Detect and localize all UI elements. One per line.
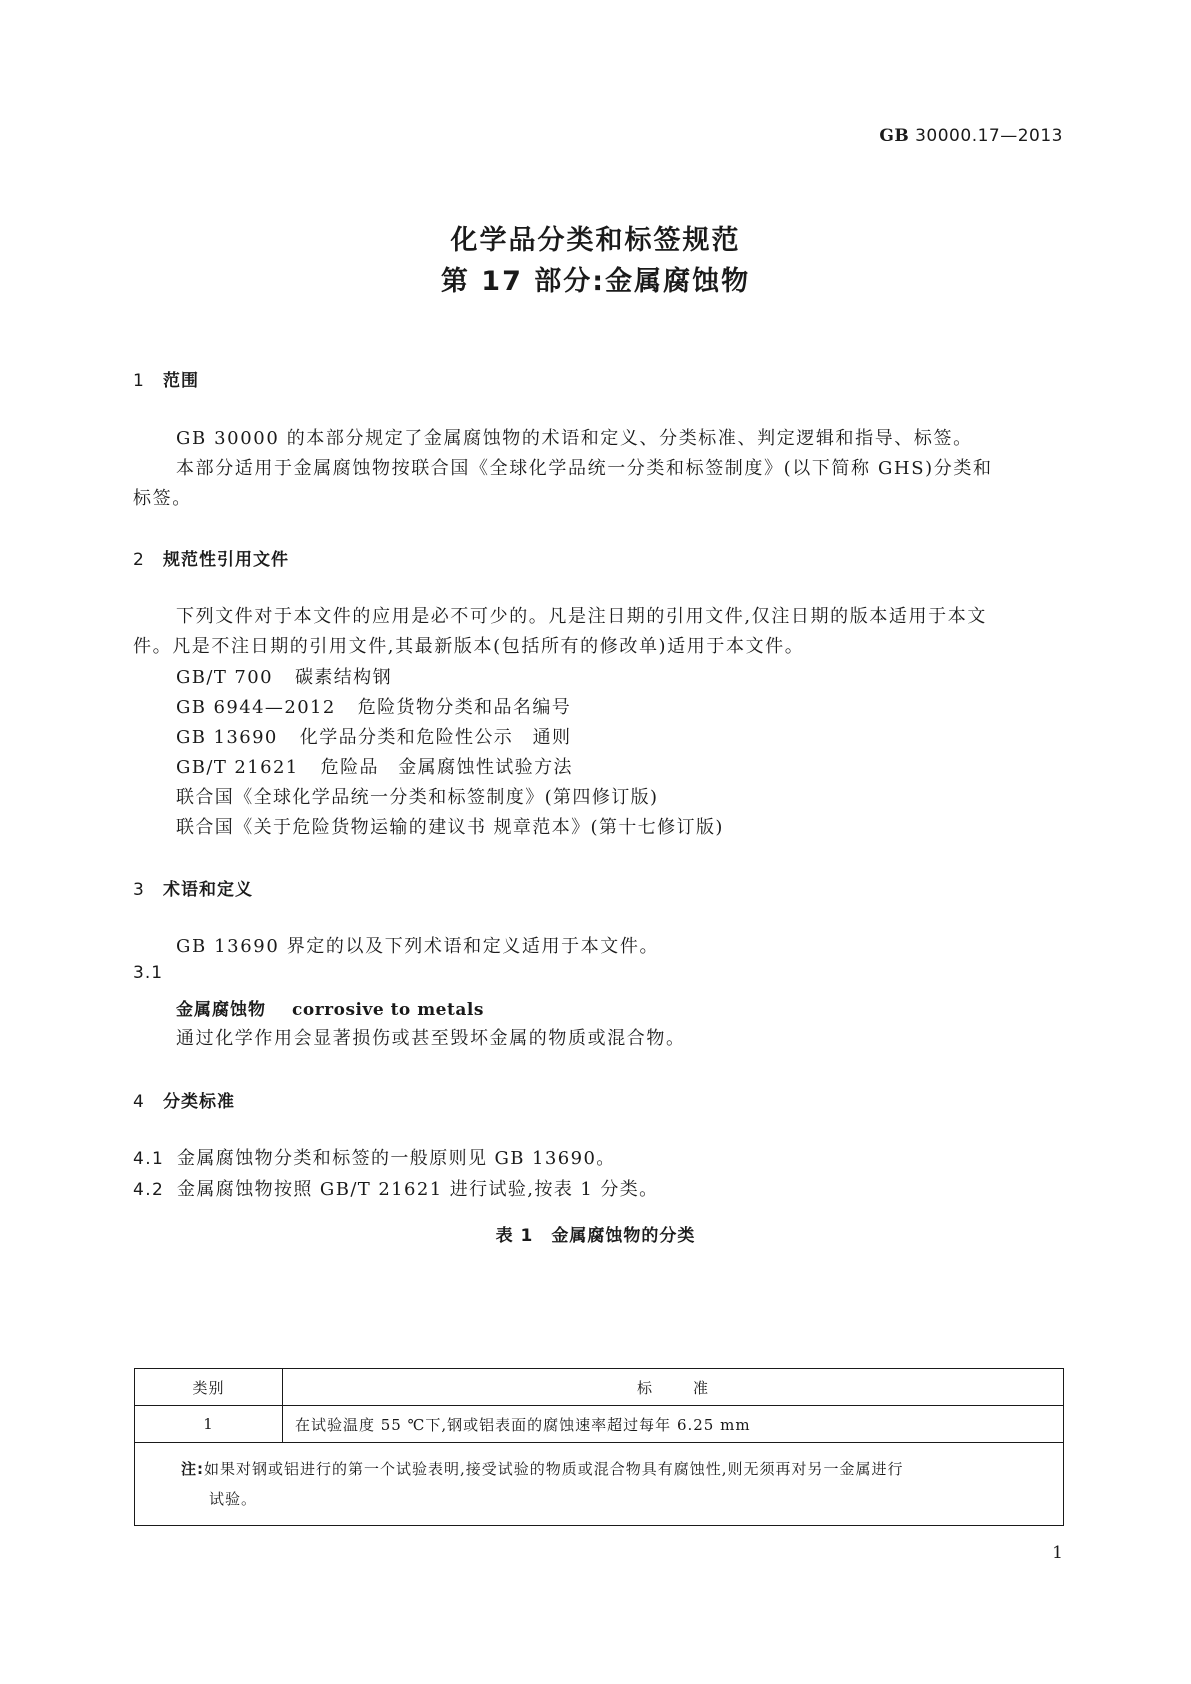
clause-text: 金属腐蚀物按照 GB/T 21621 进行试验,按表 1 分类。 xyxy=(177,1179,659,1200)
table-note xyxy=(135,1443,1064,1526)
reference-title: 化学品分类和危险性公示 通则 xyxy=(299,727,572,748)
table-caption: 表 1 金属腐蚀物的分类 xyxy=(495,1226,696,1246)
section-3-para: GB 13690 界定的以及下列术语和定义适用于本文件。 xyxy=(176,936,660,957)
section-3-heading xyxy=(133,875,253,900)
reference-code: GB 6944—2012 xyxy=(176,697,336,718)
reference-code: GB 13690 xyxy=(176,727,278,748)
column-header-criteria xyxy=(283,1369,1064,1406)
standard-code xyxy=(879,126,1063,146)
section-title: 规范性引用文件 xyxy=(163,550,289,570)
criteria-cell: 在试验温度 55 ℃下,钢或铝表面的腐蚀速率超过每年 6.25 mm xyxy=(283,1406,1064,1443)
term-number: 3.1 xyxy=(133,963,164,983)
section-1-para-1: GB 30000 的本部分规定了金属腐蚀物的术语和定义、分类标准、判定逻辑和指导、标签。 xyxy=(176,428,973,449)
clause-4-2 xyxy=(133,1175,659,1201)
section-number: 2 xyxy=(133,550,145,570)
section-2-heading xyxy=(133,545,289,570)
term-definition: 通过化学作用会显著损伤或甚至毁坏金属的物质或混合物。 xyxy=(176,1028,686,1049)
category-cell: 1 xyxy=(135,1406,283,1443)
note-text-line-1: 如果对钢或铝进行的第一个试验表明,接受试验的物质或混合物具有腐蚀性,则无须再对另一金属进行 xyxy=(204,1460,904,1478)
reference-item xyxy=(176,693,571,719)
reference-item xyxy=(176,663,392,689)
section-title: 分类标准 xyxy=(163,1092,235,1112)
reference-item xyxy=(176,723,571,749)
criteria-header-char-2: 准 xyxy=(693,1378,710,1397)
term-chinese: 金属腐蚀物 xyxy=(176,1000,266,1020)
standard-code-prefix: GB xyxy=(879,126,910,146)
section-2-para-line-1: 下列文件对于本文件的应用是必不可少的。凡是注日期的引用文件,仅注日期的版本适用于本文 xyxy=(176,606,987,627)
section-4-heading xyxy=(133,1087,235,1112)
section-number: 3 xyxy=(133,880,145,900)
column-header-category: 类别 xyxy=(135,1369,283,1406)
note-label: 注: xyxy=(181,1460,204,1478)
section-number: 1 xyxy=(133,371,145,391)
table-note-row xyxy=(135,1443,1064,1526)
clause-number: 4.1 xyxy=(133,1149,165,1169)
criteria-header-char-1: 标 xyxy=(636,1378,653,1397)
reference-title: 危险货物分类和品名编号 xyxy=(357,697,572,718)
reference-title: 碳素结构钢 xyxy=(294,667,392,688)
term-english: corrosive to metals xyxy=(292,1000,484,1020)
section-1-para-2-line-1: 本部分适用于金属腐蚀物按联合国《全球化学品统一分类和标签制度》(以下简称 GHS)分类和 xyxy=(176,458,993,479)
section-2-para-line-2: 件。凡是不注日期的引用文件,其最新版本(包括所有的修改单)适用于本文件。 xyxy=(133,636,805,657)
page-number: 1 xyxy=(1052,1543,1063,1563)
reference-item: 联合国《关于危险货物运输的建议书 规章范本》(第十七修订版) xyxy=(176,817,724,838)
reference-code: GB/T 21621 xyxy=(176,757,299,778)
section-title: 术语和定义 xyxy=(163,880,253,900)
reference-title: 危险品 金属腐蚀性试验方法 xyxy=(320,757,573,778)
reference-item xyxy=(176,753,573,779)
reference-code: GB/T 700 xyxy=(176,667,273,688)
reference-item: 联合国《全球化学品统一分类和标签制度》(第四修订版) xyxy=(176,787,659,808)
note-text-line-2: 试验。 xyxy=(209,1490,258,1508)
section-title: 范围 xyxy=(163,371,199,391)
table-header-row xyxy=(135,1369,1064,1406)
section-1-para-2-line-2: 标签。 xyxy=(133,488,192,509)
section-number: 4 xyxy=(133,1092,145,1112)
doc-title-line1: 化学品分类和标签规范 xyxy=(450,225,741,256)
classification-table xyxy=(134,1368,1064,1526)
standard-code-number: 30000.17—2013 xyxy=(915,126,1063,146)
clause-text: 金属腐蚀物分类和标签的一般原则见 GB 13690。 xyxy=(177,1148,616,1169)
doc-title-line2: 第 17 部分:金属腐蚀物 xyxy=(440,266,751,297)
section-1-heading xyxy=(133,366,199,391)
clause-number: 4.2 xyxy=(133,1180,165,1200)
clause-4-1 xyxy=(133,1144,616,1170)
table-row xyxy=(135,1406,1064,1443)
term-entry xyxy=(176,995,484,1020)
